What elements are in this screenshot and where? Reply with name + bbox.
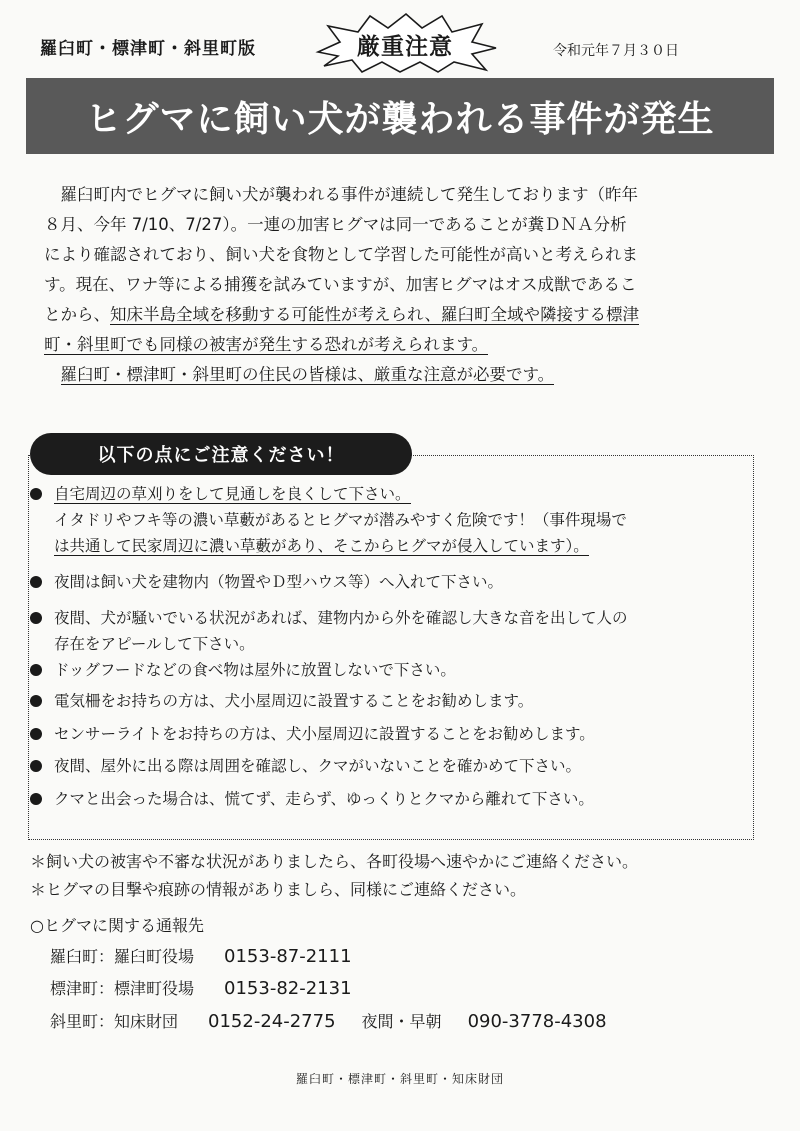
flyer-page: 羅臼町・標津町・斜里町版 厳重注意 令和元年７月３０日 ヒグマに飼い犬が襲われる事件が発生 羅臼町内でヒグマに飼い犬が襲われる事件が連続して発生しております（昨年 ８月、今年 7/10、7/27）。一連の加害ヒグマは同一であることが糞ＤＮＡ分析 により確認されており、飼い犬を食物として学習した可能性が高いと考えられま す。現在、ワナ等による捕獲を試みていますが、加害ヒグマはオス成獣であるこ とから、知床半島全域を移動する可能性が考えられ、羅臼町全域や隣接する標津 町・斜里町でも同様の被害が発生する恐れが考えられます。 羅臼町・標津町・斜里町の住民の皆様は、厳重な注意が必要です。 以下の点にご注意ください！ 自宅周辺の草刈りをして見通しを良くして下さい。 イタドリやフキ等の濃い草藪があるとヒグマが潜みやすく危険です！（事件現場で は共通して民家周辺に濃い草藪があり、そこからヒグマが侵入しています）。 夜間は飼い犬を建物内（物置やＤ型ハウス等）へ入れて下さい。 夜間、犬が騒いでいる状況があれば、建物内から外を確認し大きな音を出して人の 存在をアピールして下さい。 ドッグフードなどの食べ物は屋外に放置しないで下さい。 電気柵をお持ちの方は、犬小屋周辺に設置することをお勧めします。 センサーライトをお持ちの方は、犬小屋周辺に設置することをお勧めします。 夜間、屋外に出る際は周囲を確認し、クマがいないことを確かめて下さい。 クマと出会った場合は、慌てず、走らず、ゆっくりとクマから離れて下さい。 ＊飼い犬の被害や不審な状況がありましたら、各町役場へ速やかにご連絡ください。 ＊ヒグマの目撃や痕跡の情報がありましら、同様にご連絡ください。 ○ヒグマに関する通報先 羅臼町：羅臼町役場 0153-87-2111 標津町：標津町役場 0153-82-2131 斜里町：知床財団 0152-24-2775 夜間・早朝 090-3778-4308 羅臼町・標津町・斜里町・知床財団 bbox=[0, 0, 800, 1131]
edition-label: 羅臼町・標津町・斜里町版 bbox=[40, 39, 256, 59]
bullet-icon bbox=[30, 488, 42, 500]
footnote: ＊飼い犬の被害や不審な状況がありましたら、各町役場へ速やかにご連絡ください。 bbox=[30, 852, 639, 871]
contacts-title: ○ヒグマに関する通報先 bbox=[30, 916, 204, 935]
issue-date: 令和元年７月３０日 bbox=[553, 43, 679, 59]
notice-heading: 以下の点にご注意ください！ bbox=[30, 433, 412, 475]
intro-line: す。現在、ワナ等による捕獲を試みていますが、加害ヒグマはオス成獣であるこ bbox=[44, 275, 637, 294]
contact-shibetsu: 標津町：標津町役場 0153-82-2131 bbox=[50, 978, 352, 999]
intro-text bbox=[44, 180, 756, 390]
headline: ヒグマに飼い犬が襲われる事件が発生 bbox=[26, 78, 774, 154]
night-phone-number: 090-3778-4308 bbox=[467, 1011, 607, 1032]
bullet-icon bbox=[30, 793, 42, 805]
intro-line: とから、知床半島全域を移動する可能性が考えられ、羅臼町全域や隣接する標津 bbox=[44, 305, 639, 324]
bullet-icon bbox=[30, 760, 42, 772]
alert-burst bbox=[310, 12, 500, 74]
intro-line: により確認されており、飼い犬を食物として学習した可能性が高いと考えられま bbox=[44, 245, 638, 264]
footnotes bbox=[30, 848, 638, 904]
phone-number: 0152-24-2775 bbox=[208, 1011, 336, 1032]
contact-shari: 斜里町：知床財団 0152-24-2775 夜間・早朝 090-3778-4308 bbox=[50, 1011, 607, 1032]
intro-line bbox=[44, 330, 756, 360]
issuer-footer: 羅臼町・標津町・斜里町・知床財団 bbox=[295, 1072, 504, 1086]
contact-rausu: 羅臼町：羅臼町役場 0153-87-2111 bbox=[50, 946, 352, 967]
phone-number: 0153-87-2111 bbox=[224, 946, 352, 967]
residents-warning: 羅臼町・標津町・斜里町の住民の皆様は、厳重な注意が必要です。 bbox=[60, 365, 555, 384]
underlined-warning: 知床半島全域を移動する可能性が考えられ、羅臼町全域や隣接する標津 bbox=[110, 305, 639, 324]
footnote: ＊ヒグマの目撃や痕跡の情報がありましら、同様にご連絡ください。 bbox=[30, 880, 527, 899]
bullet-icon bbox=[30, 728, 42, 740]
bullet-icon bbox=[30, 576, 42, 588]
phone-number: 0153-82-2131 bbox=[224, 978, 352, 999]
bullet-icon bbox=[30, 612, 42, 624]
intro-line: ８月、今年 7/10、7/27）。一連の加害ヒグマは同一であることが糞ＤＮＡ分析 bbox=[44, 215, 627, 234]
bullet-icon bbox=[30, 664, 42, 676]
underlined-warning: 町・斜里町でも同様の被害が発生する恐れが考えられます。 bbox=[44, 335, 489, 354]
alert-text: 厳重注意 bbox=[357, 34, 453, 60]
intro-line: 羅臼町内でヒグマに飼い犬が襲われる事件が連続して発生しております（昨年 bbox=[60, 185, 638, 204]
bullet-icon bbox=[30, 695, 42, 707]
